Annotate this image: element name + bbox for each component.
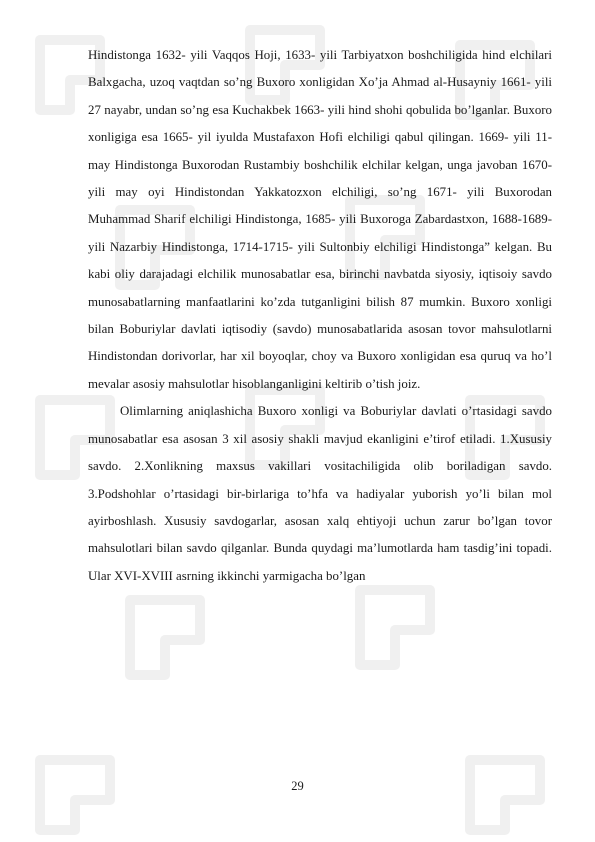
page-number: 29 [291,779,304,793]
paragraph-2: Olimlarning aniqlashicha Buxoro xonligi va Boburiylar davlati o’rtasidagi savdo munosabatlar esa asosan 3 xil asosiy shakli mavjud ekanligini e’tirof etiladi. 1.Xususiy savdo. 2.Xonlikning maxsus vakillari vositachiligida olib boriladigan savdo. 3.Podshohlar o’rtasidagi bir-birlariga to’hfa va hadiyalar yuborish yo’li bilan mol ayirboshlash. Xususiy savdogarlar, asosan xalq ehtiyoji uchun zarur bo’lgan tovor mahsulotlari bilan savdo qilganlar. Bunda quydagi ma’lumotlarda ham tasdig’ini topadi. Ular XVI-XVIII asrning ikkinchi yarmigacha bo’lgan [88,404,552,583]
body-text [88,42,552,590]
paragraph-1: Hindistonga 1632- yili Vaqqos Hoji, 1633- yili Tarbiyatxon boshchiligida hind elchilari Balxgacha, uzoq vaqtdan so’ng Buxoro xonligidan Xo’ja Ahmad al-Husayniy 1661- yili 27 nayabr, undan so’ng esa Kuchakbek 1663- yili hind shohi qobulida bo’lganlar. Buxoro xonligiga esa 1665- yil iyulda Mustafaxon Hofi elchiligi qabul qilingan. 1669- yili 11- may Hindistonga Buxorodan Rustambiy boshchilik elchilar kelgan, unga javoban 1670- yili may oyi Hindistondan Yakkatozxon elchiligi, so’ng 1671- yili Buxorodan Muhammad Sharif elchiligi Hindistonga, 1685- yili Buxoroga Zabardastxon, 1688-1689- yili Nazarbiy Hindistonga, 1714-1715- yili Sultonbiy elchiligi Hindistonga” kelgan. Bu kabi oliy darajadagi elchilik munosabatlar esa, birinchi navbatda siyosiy, iqtisoiy savdo munosabatlarning manfaatlarini ko’zda tutganligini bilish 87 mumkin. Buxoro xonligi bilan Boburiylar davlati iqtisodiy (savdo) munosabatlarida asosan tovor mahsulotlarni Hindistondan dorivorlar, har xil boyoqlar, choy va Buxoro xonligidan esa quruq va ho’l mevalar asosiy mahsulotlar hisoblanganligini keltirib o’tish joiz. [88,48,552,391]
